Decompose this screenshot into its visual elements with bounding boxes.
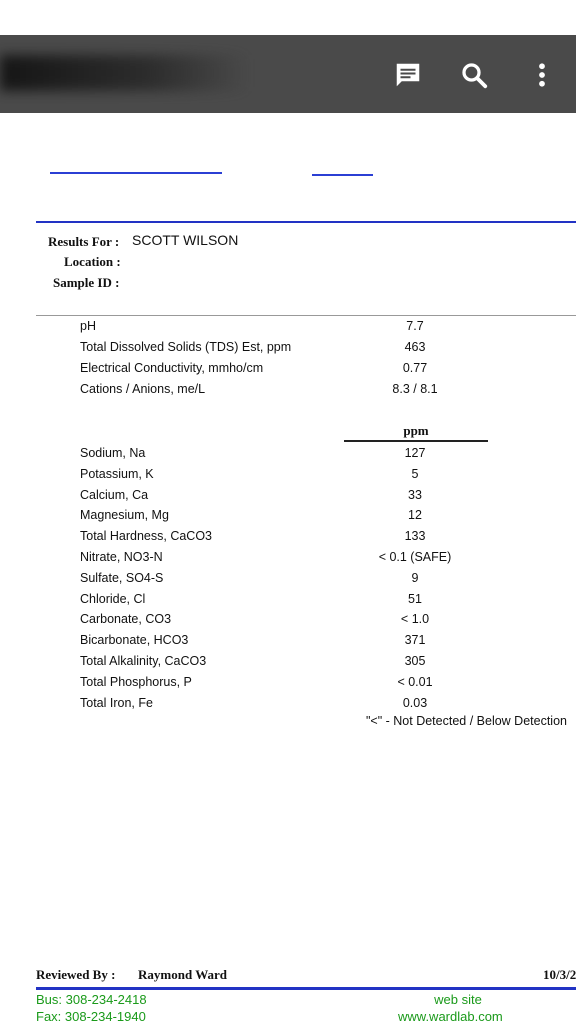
fax-phone: Fax: 308-234-1940 — [36, 1009, 146, 1024]
row-label: Total Iron, Fe — [80, 696, 153, 710]
row-label: Total Phosphorus, P — [80, 675, 192, 689]
location-label: Location : — [64, 254, 121, 269]
row-label: Nitrate, NO3-N — [80, 550, 163, 564]
row-label: Total Alkalinity, CaCO3 — [80, 654, 207, 668]
row-label: Total Dissolved Solids (TDS) Est, ppm — [80, 340, 292, 354]
message-button[interactable] — [388, 55, 428, 95]
detection-note: "<" - Not Detected / Below Detection — [366, 714, 567, 728]
website-label: web site — [434, 992, 482, 1007]
row-value: 8.3 / 8.1 — [392, 382, 438, 396]
row-value: 5 — [411, 467, 419, 481]
reviewed-by-label: Reviewed By : — [36, 967, 116, 982]
row-label: Bicarbonate, HCO3 — [80, 633, 189, 647]
message-icon — [393, 60, 423, 90]
ppm-column-header: ppm — [403, 423, 429, 438]
results-for-value: SCOTT WILSON — [132, 232, 239, 248]
row-value: 0.03 — [402, 696, 428, 710]
header-link-underline[interactable] — [50, 172, 222, 174]
row-value: < 1.0 — [400, 612, 430, 626]
bus-phone: Bus: 308-234-2418 — [36, 992, 147, 1007]
search-button[interactable] — [454, 55, 494, 95]
blue-rule — [36, 221, 576, 223]
footer-rule — [36, 987, 576, 990]
report-date: 10/3/2 — [543, 967, 576, 982]
sample-id-label: Sample ID : — [53, 275, 120, 290]
website-link[interactable]: www.wardlab.com — [398, 1009, 503, 1024]
row-value: 33 — [408, 488, 422, 502]
row-label: Cations / Anions, me/L — [80, 382, 206, 396]
search-icon — [459, 60, 489, 90]
row-label: Carbonate, CO3 — [80, 612, 172, 626]
section-divider — [36, 315, 576, 316]
row-label: pH — [80, 319, 96, 333]
app-bar — [0, 35, 576, 113]
reviewer-name: Raymond Ward — [138, 967, 227, 982]
row-value: 127 — [404, 446, 426, 460]
more-vert-icon — [527, 60, 557, 90]
row-value: 133 — [404, 529, 426, 543]
row-label: Magnesium, Mg — [80, 508, 169, 522]
row-label: Sodium, Na — [80, 446, 146, 460]
status-bar — [0, 0, 576, 35]
row-value: 463 — [404, 340, 426, 354]
row-value: 371 — [404, 633, 426, 647]
ppm-underline — [344, 440, 488, 442]
results-for-label: Results For : — [48, 234, 120, 249]
more-options-button[interactable] — [522, 55, 562, 95]
row-value: 0.77 — [402, 361, 428, 375]
row-value: 51 — [408, 592, 422, 606]
row-label: Electrical Conductivity, mmho/cm — [80, 361, 264, 375]
blurred-title — [0, 55, 250, 91]
row-label: Chloride, Cl — [80, 592, 146, 606]
row-value: 12 — [408, 508, 422, 522]
row-value: < 0.1 (SAFE) — [378, 550, 452, 564]
row-value: 305 — [404, 654, 426, 668]
row-label: Potassium, K — [80, 467, 154, 481]
row-label: Calcium, Ca — [80, 488, 149, 502]
row-value: 7.7 — [406, 319, 424, 333]
row-value: 9 — [411, 571, 419, 585]
row-label: Total Hardness, CaCO3 — [80, 529, 213, 543]
header-link-underline-2[interactable] — [312, 174, 373, 176]
row-value: < 0.01 — [397, 675, 433, 689]
row-label: Sulfate, SO4-S — [80, 571, 164, 585]
